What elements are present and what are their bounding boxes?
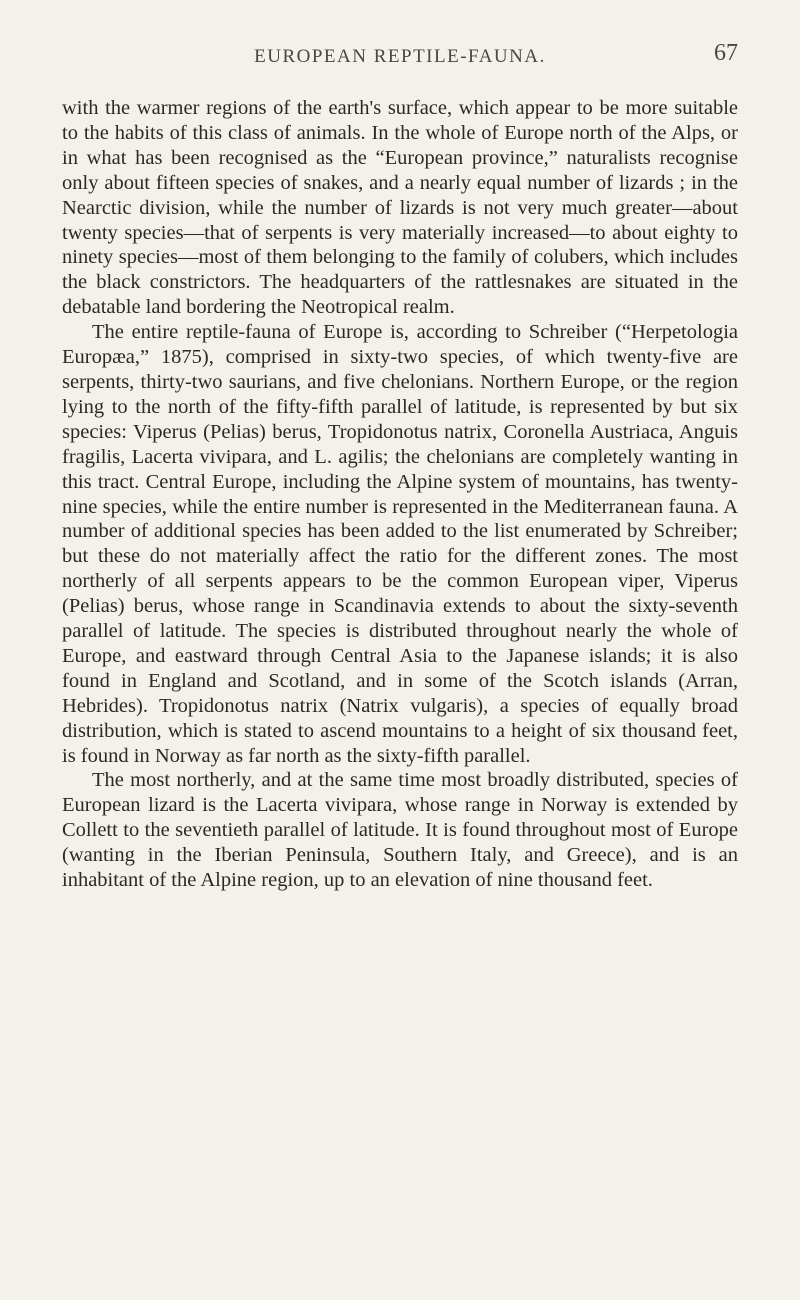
page-number: 67	[714, 40, 738, 66]
paragraph: The entire reptile-fauna of Europe is, according to Schreiber (“Herpetologia Europæa,” 1875), comprised in sixty-two species, of which twenty-five are serpents, thirty-two saurians, and five chelonians. Northern Europe, or the region lying to the north of the fifty-fifth parallel of latitude, is represented by but six species: Viperus (Pelias) berus, Tropidonotus natrix, Coronella Austriaca, Anguis fragilis, Lacerta vivipara, and L. agilis; the chelonians are completely wanting in this tract. Central Europe, including the Alpine system of mountains, has twenty-nine species, while the entire number is represented in the Mediterranean fauna. A number of additional species has been added to the list enumerated by Schreiber; but these do not materially affect the ratio for the different zones. The most northerly of all serpents appears to be the common European viper, Viperus (Pelias) berus, whose range in Scandinavia extends to about the sixty-seventh parallel of latitude. The species is distributed throughout nearly the whole of Europe, and eastward through Central Asia to the Japanese islands; it is also found in England and Scotland, and in some of the Scotch islands (Arran, Hebrides). Tropidonotus natrix (Natrix vulgaris), a species of equally broad distribution, which is stated to ascend mountains to a height of six thousand feet, is found in Norway as far north as the sixty-fifth parallel.	[62, 321, 738, 767]
running-head	[62, 40, 738, 76]
running-title: EUROPEAN REPTILE-FAUNA.	[254, 46, 546, 67]
paragraph: with the warmer regions of the earth's surface, which appear to be more suitable to the habits of this class of animals. In the whole of Europe north of the Alps, or in what has been recognised as the “European province,” naturalists recognise only about fifteen species of snakes, and a nearly equal number of lizards ; in the Nearctic division, while the number of lizards is not very much greater—about twenty species—that of serpents is very materially increased—to about eighty to ninety species—most of them belonging to the family of colubers, which includes the black constrictors. The headquarters of the rattlesnakes are situated in the debatable land bordering the Neotropical realm.	[62, 97, 738, 319]
paragraph: The most northerly, and at the same time most broadly distributed, species of European lizard is the Lacerta vivipara, whose range in Norway is extended by Collett to the seventieth parallel of latitude. It is found throughout most of Europe (wanting in the Iberian Peninsula, Southern Italy, and Greece), and is an inhabitant of the Alpine region, up to an elevation of nine thousand feet.	[62, 769, 738, 892]
body-text	[62, 96, 738, 893]
